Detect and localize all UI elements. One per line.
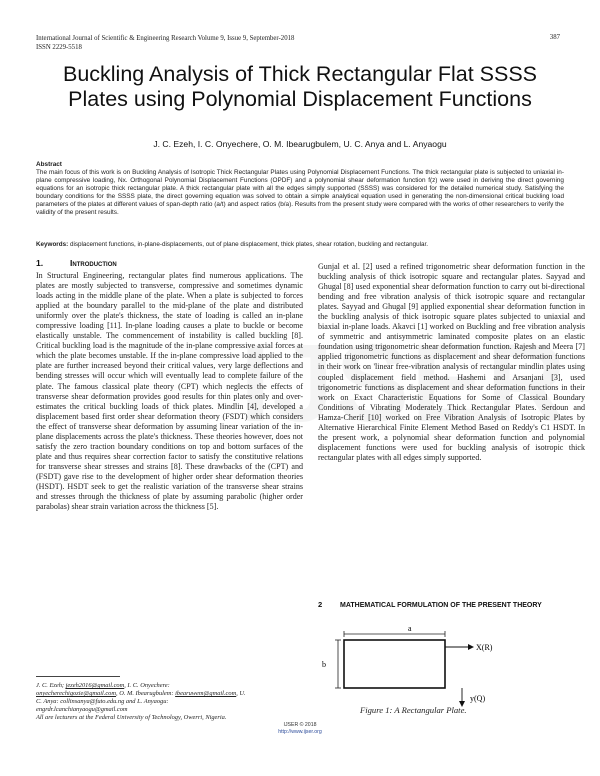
plate-rectangle (344, 640, 445, 688)
left-column-text: In Structural Engineering, rectangular plates find numerous applications. The plates are mostly subjected to transverse, compressive and sometimes dynamic loads acting in the middle plane of the plate. When a plate is subjected to forces applied at the boundary parallel to the mid-plane of the plate and distributed uniformly over the plate's thickness, the state of loading is called an in-plane compressive loading [11]. In-plane loading causes a plate to buckle or become elastically unstable. The commencement of instability is called buckling [8]. Critical buckling load is the magnitude of the in-plane compressive axial forces at which the plate becomes unstable. If the in-plane compressive load applied to the plate are further increased beyond their critical values, very large deflections and bending stresses will occur which will eventually lead to complete failure of the plate. The famous classical plate theory (CPT) which neglects the effects of transverse shear deformation provides good results for thin plates only and over-estimates the critical buckling loads of thick plates. Mindlin [4], developed a displacement based first order shear deformation theory (FSDT) which considers the effect of transverse shear deformation by assuming linear variation of the in-plane displacements across the plate's thickness. These theories however, does not satisfy the zero traction boundary conditions on top and bottom surfaces of the plate and thus requires shear correction factor to satisfy the constitutive relations for transverse shear stresses and strains [8]. These drawbacks of the (CPT) and (FSDT) gave rise to the development of higher order shear deformation theories (HSDT). HSDT seek to get the realistic variation of the transverse shear strains and stresses through the thickness of plate by assuming parabolic (higher order parabolas) shear strain variation across the thickness [5]. (36, 271, 303, 512)
label-x: X(R) (476, 643, 493, 652)
authors: J. C. Ezeh, I. C. Onyechere, O. M. Ibearugbulem, U. C. Anya and L. Anyaogu (153, 139, 447, 149)
journal-header (36, 34, 294, 52)
section-2-heading (318, 600, 584, 612)
rectangular-plate-figure (322, 624, 493, 708)
email-onyechere[interactable]: onyecherechigozie@gmail.com (36, 690, 116, 698)
footer-copyright: IJSER © 2018 (283, 722, 317, 728)
footnote-line-5: All are lecturers at the Federal University of Technology, Owerri, Nigeria. (36, 714, 227, 722)
paper-title: Buckling Analysis of Thick Rectangular Flat SSSS Plates using Polynomial Displacement Functions (62, 62, 538, 111)
issn: ISSN 2229-5518 (36, 44, 82, 51)
section-1-title: Introduction (70, 258, 117, 268)
keywords (36, 241, 564, 248)
abstract-heading: Abstract (36, 161, 62, 168)
keywords-label: Keywords: (36, 241, 69, 248)
email-ibearugbulem[interactable]: ibearuwem@gmail.com (175, 690, 237, 698)
footnote-divider (36, 676, 120, 677)
footnote-line-3: C. Anya: collinsanya@futo.edu.ng and L. Anyaogu: (36, 698, 169, 706)
section-2-number: 2 (318, 600, 323, 609)
label-a: a (408, 624, 412, 633)
email-ezeh[interactable]: jezeh2016@gmail.com (65, 682, 125, 689)
section-1-number: 1. (36, 258, 44, 268)
author-footnote (36, 682, 302, 722)
footer-url[interactable]: http://www.ijser.org (278, 729, 322, 735)
right-column-text: Gunjal et al. [2] used a refined trigonometric shear deformation function in the buckling analysis of thick isotropic square and rectangular plates. Sayyad and Ghugal [8] used exponential shear deformation function to carry out bi-directional bending and free vibration analysis of thick isotropic square and rectangular plates. Sayyad and Ghugal [9] applied exponential shear deformation function in the buckling analysis of thick isotropic square plates subjected to uniaxial and biaxial in-plane loads. Akavci [1] worked on Buckling and free vibration analysis of symmetric and antisymmetric laminated composite plates on an elastic foundation using trigonometric shear deformation function. Rajesh and Meera [7] applied trigonometric functions as displacement and shear deformation functions in their work on 'linear free-vibration analysis of rectangular mindlin plates using coupled displacement field method. Hashemi and Arsanjani [3], used trigonometric functions as displacement and shear deformation functions in their work on Exact Characteristic Equations for Some of Classical Boundary Conditions of Vibrating Moderately Thick Rectangular Plates. Serdoun and Hamza-Cherif [10] worked on Free Vibration Analysis of Isotropic Plates by Alternative Hierarchical Finite Element Method Based on Reddy's C1 HSDT. In the present work, a polynomial shear deformation function and polynomial displacement functions were used for buckling analysis of isotropic thick rectangular plates with all edges simply supported. (318, 262, 585, 462)
page-footer (0, 722, 600, 736)
section-2-title: MATHEMATICAL FORMULATION OF THE PRESENT THEORY (340, 602, 542, 609)
section-1-heading (36, 258, 117, 268)
journal-line: International Journal of Scientific & Engineering Research Volume 9, Issue 9, September-2018 (36, 35, 295, 42)
page-number: 387 (549, 34, 560, 41)
figure-caption: Figure 1: A Rectangular Plate. (360, 705, 467, 715)
label-y: y(Q) (470, 694, 486, 703)
footnote-line-4: engrdr.lcanchianyaogu@gmail.com (36, 706, 128, 714)
keywords-text: displacement functions, in-plane-displacements, out of plane displacement, thick plates, shear rotation, buckling and rectangular. (68, 241, 429, 248)
label-b: b (322, 660, 326, 669)
footnote-line-1: J. C. Ezeh; jezeh2016@gmail.com, I. C. Onyechere: (36, 682, 170, 689)
footnote-line-2: onyecherechigozie@gmail.com, O. M. Ibearugbulem: ibearuwem@gmail.com, U. (36, 690, 246, 698)
abstract-text: The main focus of this work is on Buckling Analysis of Isotropic Thick Rectangular Plates using Polynomial Displacement Functions. The thick rectangular plate is subjected to uniaxial in-plane compressive loading, Nx. Orthogonal Polynomial Displacement Functions (OPDF) and a polynomial shear deformation function f(z) were used in deriving the direct governing equations for an isotropic thick rectangular plate. A thick rectangular plate with all the edges simply supported (SSSS) was considered for the detailed numerical study. Satisfying the boundary conditions for the SSSS plate, the direct governing equation was solved to obtain a simple analytical equation used in generating the non-dimensional critical buckling load parameters of the plates at different values of span-depth ratio (a/t) and aspect ratios (b/a). Results from the present study were compared with the works of other researchers to verify the validity of the present results. (36, 169, 564, 217)
